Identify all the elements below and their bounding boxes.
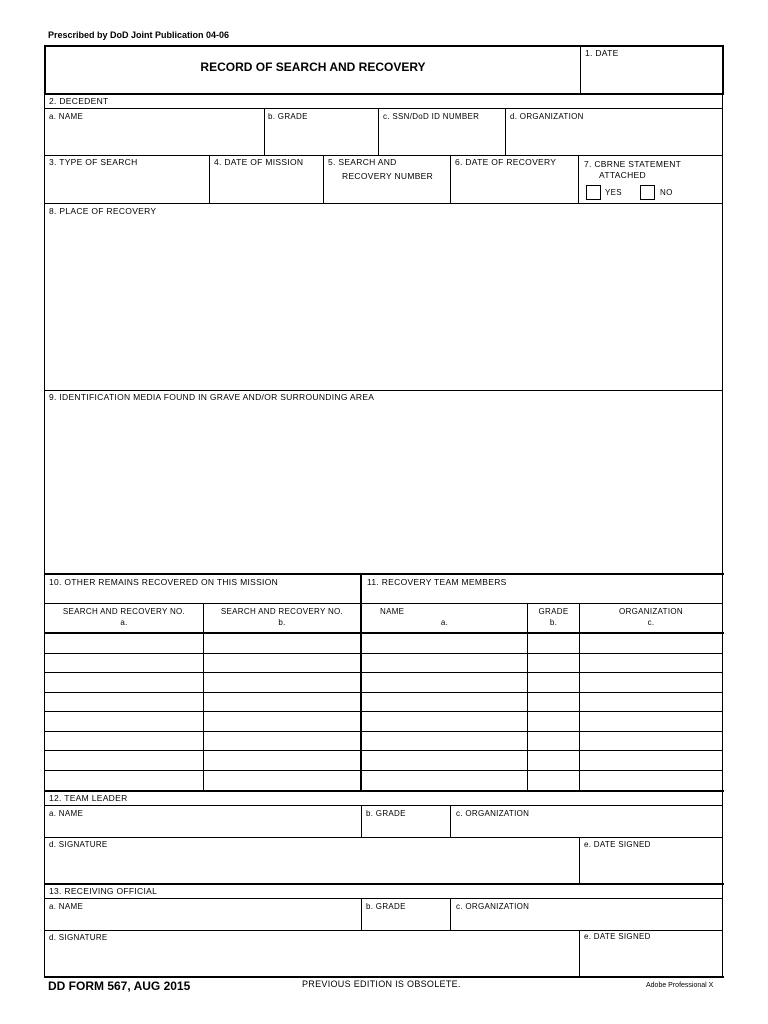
receiving-date-signed-label: e. DATE SIGNED [584, 932, 651, 941]
team-leader-org-label: c. ORGANIZATION [456, 809, 530, 818]
table-row [44, 692, 723, 693]
title-bottom [44, 93, 724, 95]
decedent-grade-label: b. GRADE [268, 112, 308, 121]
outer-right [722, 93, 723, 978]
v-579-tl [579, 837, 580, 883]
table-row [44, 653, 723, 654]
line-203 [44, 203, 723, 204]
col-sr-a-2: a. [120, 618, 128, 627]
team-leader-signature-label: d. SIGNATURE [49, 840, 108, 849]
prescribed-text: Prescribed by DoD Joint Publication 04-06 [48, 30, 230, 40]
outer-left [44, 93, 45, 978]
table-row [44, 731, 723, 732]
table-row [44, 672, 723, 673]
line-898 [44, 898, 723, 899]
obsolete-text: PREVIOUS EDITION IS OBSOLETE. [302, 979, 461, 989]
decedent-org-label: d. ORGANIZATION [510, 112, 584, 121]
col-org-2: c. [647, 618, 655, 627]
v-450-ro [450, 898, 451, 930]
v-450-tl [450, 805, 451, 837]
type-of-search-label: 3. TYPE OF SEARCH [49, 157, 138, 167]
line-805 [44, 805, 723, 806]
place-of-recovery-field[interactable] [46, 218, 721, 388]
place-of-recovery-label: 8. PLACE OF RECOVERY [49, 206, 157, 216]
date-field[interactable] [581, 58, 721, 92]
v-209 [209, 155, 210, 203]
id-media-label: 9. IDENTIFICATION MEDIA FOUND IN GRAVE AND/OR SURROUNDING AREA [49, 392, 375, 402]
line-976 [44, 976, 724, 978]
team-members-section: 11. RECOVERY TEAM MEMBERS [367, 577, 507, 587]
team-leader-grade-label: b. GRADE [366, 809, 406, 818]
col-sr-b-1: SEARCH AND RECOVERY NO. [220, 607, 344, 616]
table-row [44, 750, 723, 751]
v-579-ro [579, 930, 580, 977]
form-title: RECORD OF SEARCH AND RECOVERY [200, 60, 426, 74]
sr-number-label-2: RECOVERY NUMBER [342, 171, 434, 181]
line-632 [44, 632, 724, 634]
table-row [44, 770, 723, 771]
col-sr-a-1: SEARCH AND RECOVERY NO. [62, 607, 186, 616]
v-323 [323, 155, 324, 203]
receiving-name-label: a. NAME [49, 902, 84, 911]
line-883 [44, 883, 724, 885]
line-573 [44, 573, 724, 575]
v-361-tl [361, 805, 362, 837]
v-450 [450, 155, 451, 203]
col-grade-1: GRADE [538, 607, 569, 616]
cbrne-yes-label: YES [605, 188, 622, 197]
line-790 [44, 790, 724, 792]
v-578 [578, 155, 579, 203]
border-top [44, 45, 724, 47]
receiving-grade-label: b. GRADE [366, 902, 406, 911]
team-leader-name-label: a. NAME [49, 809, 84, 818]
col-name-1: NAME [380, 607, 405, 616]
decedent-section: 2. DECEDENT [49, 96, 109, 106]
v-264 [264, 108, 265, 155]
v-378 [378, 108, 379, 155]
team-leader-section: 12. TEAM LEADER [49, 793, 128, 803]
sr-number-label-1: 5. SEARCH AND [328, 157, 397, 167]
border-right-top [722, 45, 724, 95]
v-361-ro [361, 898, 362, 930]
team-leader-date-signed-label: e. DATE SIGNED [584, 840, 651, 849]
receiving-org-label: c. ORGANIZATION [456, 902, 530, 911]
line-390 [44, 390, 723, 391]
v-360 [360, 573, 362, 791]
line-108 [44, 108, 723, 109]
decedent-name-label: a. NAME [49, 112, 84, 121]
cbrne-no-checkbox[interactable] [640, 185, 655, 200]
other-remains-section: 10. OTHER REMAINS RECOVERED ON THIS MISSION [49, 577, 279, 587]
cbrne-yes-checkbox[interactable] [586, 185, 601, 200]
line-155 [44, 155, 723, 156]
date-of-mission-label: 4. DATE OF MISSION [214, 157, 304, 167]
form-number: DD FORM 567, AUG 2015 [48, 979, 191, 993]
v-505 [505, 108, 506, 155]
id-media-field[interactable] [46, 404, 721, 572]
receiving-section: 13. RECEIVING OFFICIAL [49, 886, 158, 896]
cbrne-label-1: 7. CBRNE STATEMENT [584, 159, 682, 169]
line-603 [44, 603, 723, 604]
decedent-ssn-label: c. SSN/DoD ID NUMBER [383, 112, 480, 121]
line-837 [44, 837, 723, 838]
adobe-text: Adobe Professional X [646, 982, 714, 989]
receiving-signature-label: d. SIGNATURE [49, 933, 108, 942]
cbrne-no-label: NO [660, 188, 673, 197]
col-org-1: ORGANIZATION [619, 607, 683, 616]
date-label: 1. DATE [585, 48, 619, 58]
date-of-recovery-label: 6. DATE OF RECOVERY [455, 157, 557, 167]
col-sr-b-2: b. [278, 618, 286, 627]
table-row [44, 711, 723, 712]
col-name-2: a. [440, 618, 449, 627]
col-grade-2: b. [549, 618, 558, 627]
cbrne-label-2: ATTACHED [599, 170, 646, 180]
